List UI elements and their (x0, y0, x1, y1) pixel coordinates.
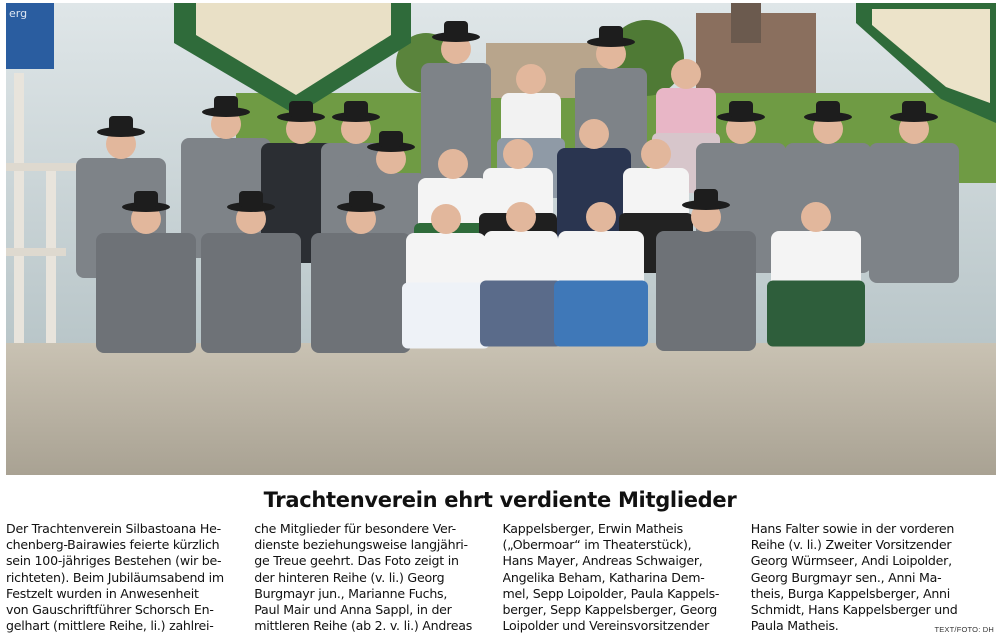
floor (6, 343, 996, 475)
article-line: von Gauschriftführer Schorsch En- (6, 602, 214, 618)
person-skirt (402, 283, 490, 349)
hat-crown (239, 191, 263, 207)
hat-crown (289, 101, 313, 117)
person-head (641, 139, 671, 169)
person-head (516, 64, 546, 94)
article-line: richteten). Beim Jubiläumsabend im (6, 569, 224, 585)
person-body (96, 233, 196, 353)
person-head (671, 59, 701, 89)
article-line: sein 100-jähriges Bestehen (wir be- (6, 553, 222, 569)
hat-crown (599, 26, 623, 42)
hat-crown (729, 101, 753, 117)
article-line: Angelika Beham, Katharina Dem- (502, 569, 705, 585)
person-body (656, 231, 756, 351)
hat-crown (816, 101, 840, 117)
hat-crown (344, 101, 368, 117)
hat-crown (379, 131, 403, 147)
article-line: Kappelsberger, Erwin Matheis (502, 521, 683, 536)
person-head (579, 119, 609, 149)
article-line: („Obermoar“ im Theaterstück), (502, 537, 692, 553)
article-line: Georg Würmseer, Andi Loipolder, (750, 553, 952, 569)
birch-rail (6, 163, 86, 171)
person-body (201, 233, 301, 353)
hat-crown (214, 96, 238, 112)
birch-post (14, 73, 24, 363)
hat-crown (902, 101, 926, 117)
birch-rail (6, 248, 66, 256)
article-column-1 (6, 521, 246, 639)
backdrop-tower (731, 3, 761, 43)
article-line: der hinteren Reihe (v. li.) Georg (254, 569, 445, 585)
person-head (506, 202, 536, 232)
article-line: Reihe (v. li.) Zweiter Vorsitzender (750, 537, 952, 553)
person-skirt (767, 281, 865, 347)
hat-crown (444, 21, 468, 37)
article-line: chenberg-Bairawies feierte kürzlich (6, 537, 220, 553)
article-line: Der Trachtenverein Silbastoana He- (6, 521, 221, 536)
article-line: Paul Mair und Anna Sappl, in der (254, 602, 452, 618)
group-photo (6, 3, 996, 475)
article-line: Loipolder und Vereinsvorsitzender (502, 618, 710, 634)
article-line: Georg Burgmayr sen., Anni Ma- (750, 569, 942, 585)
headline: Trachtenverein ehrt verdiente Mitglieder (263, 488, 737, 512)
person-body (869, 143, 959, 283)
article-column-3 (503, 521, 743, 639)
article-body (6, 521, 991, 639)
article-line: berger, Sepp Kappelsberger, Georg (502, 602, 717, 618)
person-skirt (554, 281, 648, 347)
article-line: theis, Burga Kappelsberger, Anni (750, 585, 951, 601)
flag-lettering: erg (9, 7, 28, 20)
article-line: che Mitglieder für besondere Ver- (254, 521, 456, 536)
photo-credit: TEXT/FOTO: DH (934, 625, 994, 634)
hat-crown (694, 189, 718, 205)
person-body (311, 233, 411, 353)
article-line: Paula Matheis. (750, 618, 839, 634)
hat-crown (349, 191, 373, 207)
person-head (586, 202, 616, 232)
article-column-4 (751, 521, 991, 639)
person-head (503, 139, 533, 169)
article-line: Hans Falter sowie in der vorderen (750, 521, 955, 536)
article-line: dienste beziehungsweise langjähri- (254, 537, 468, 553)
article-column-2 (254, 521, 494, 639)
article-line: Hans Mayer, Andreas Schwaiger, (502, 553, 703, 569)
person-head (438, 149, 468, 179)
article-line: Festzelt wurden in Anwesenheit (6, 585, 199, 601)
article-line: gelhart (mittlere Reihe, li.) zahlrei- (6, 618, 214, 634)
hat-crown (134, 191, 158, 207)
article-line: mel, Sepp Loipolder, Paula Kappels- (502, 585, 720, 601)
hat-crown (109, 116, 133, 132)
article-line: ge Treue geehrt. Das Foto zeigt in (254, 553, 459, 569)
article-line: Burgmayr jun., Marianne Fuchs, (254, 585, 448, 601)
article-line: mittleren Reihe (ab 2. v. li.) Andreas (254, 618, 473, 634)
person-skirt (480, 281, 562, 347)
group-photo-illustration (6, 3, 996, 475)
article-line: Schmidt, Hans Kappelsberger und (750, 602, 958, 618)
person-head (431, 204, 461, 234)
birch-post (46, 163, 56, 363)
person-head (801, 202, 831, 232)
